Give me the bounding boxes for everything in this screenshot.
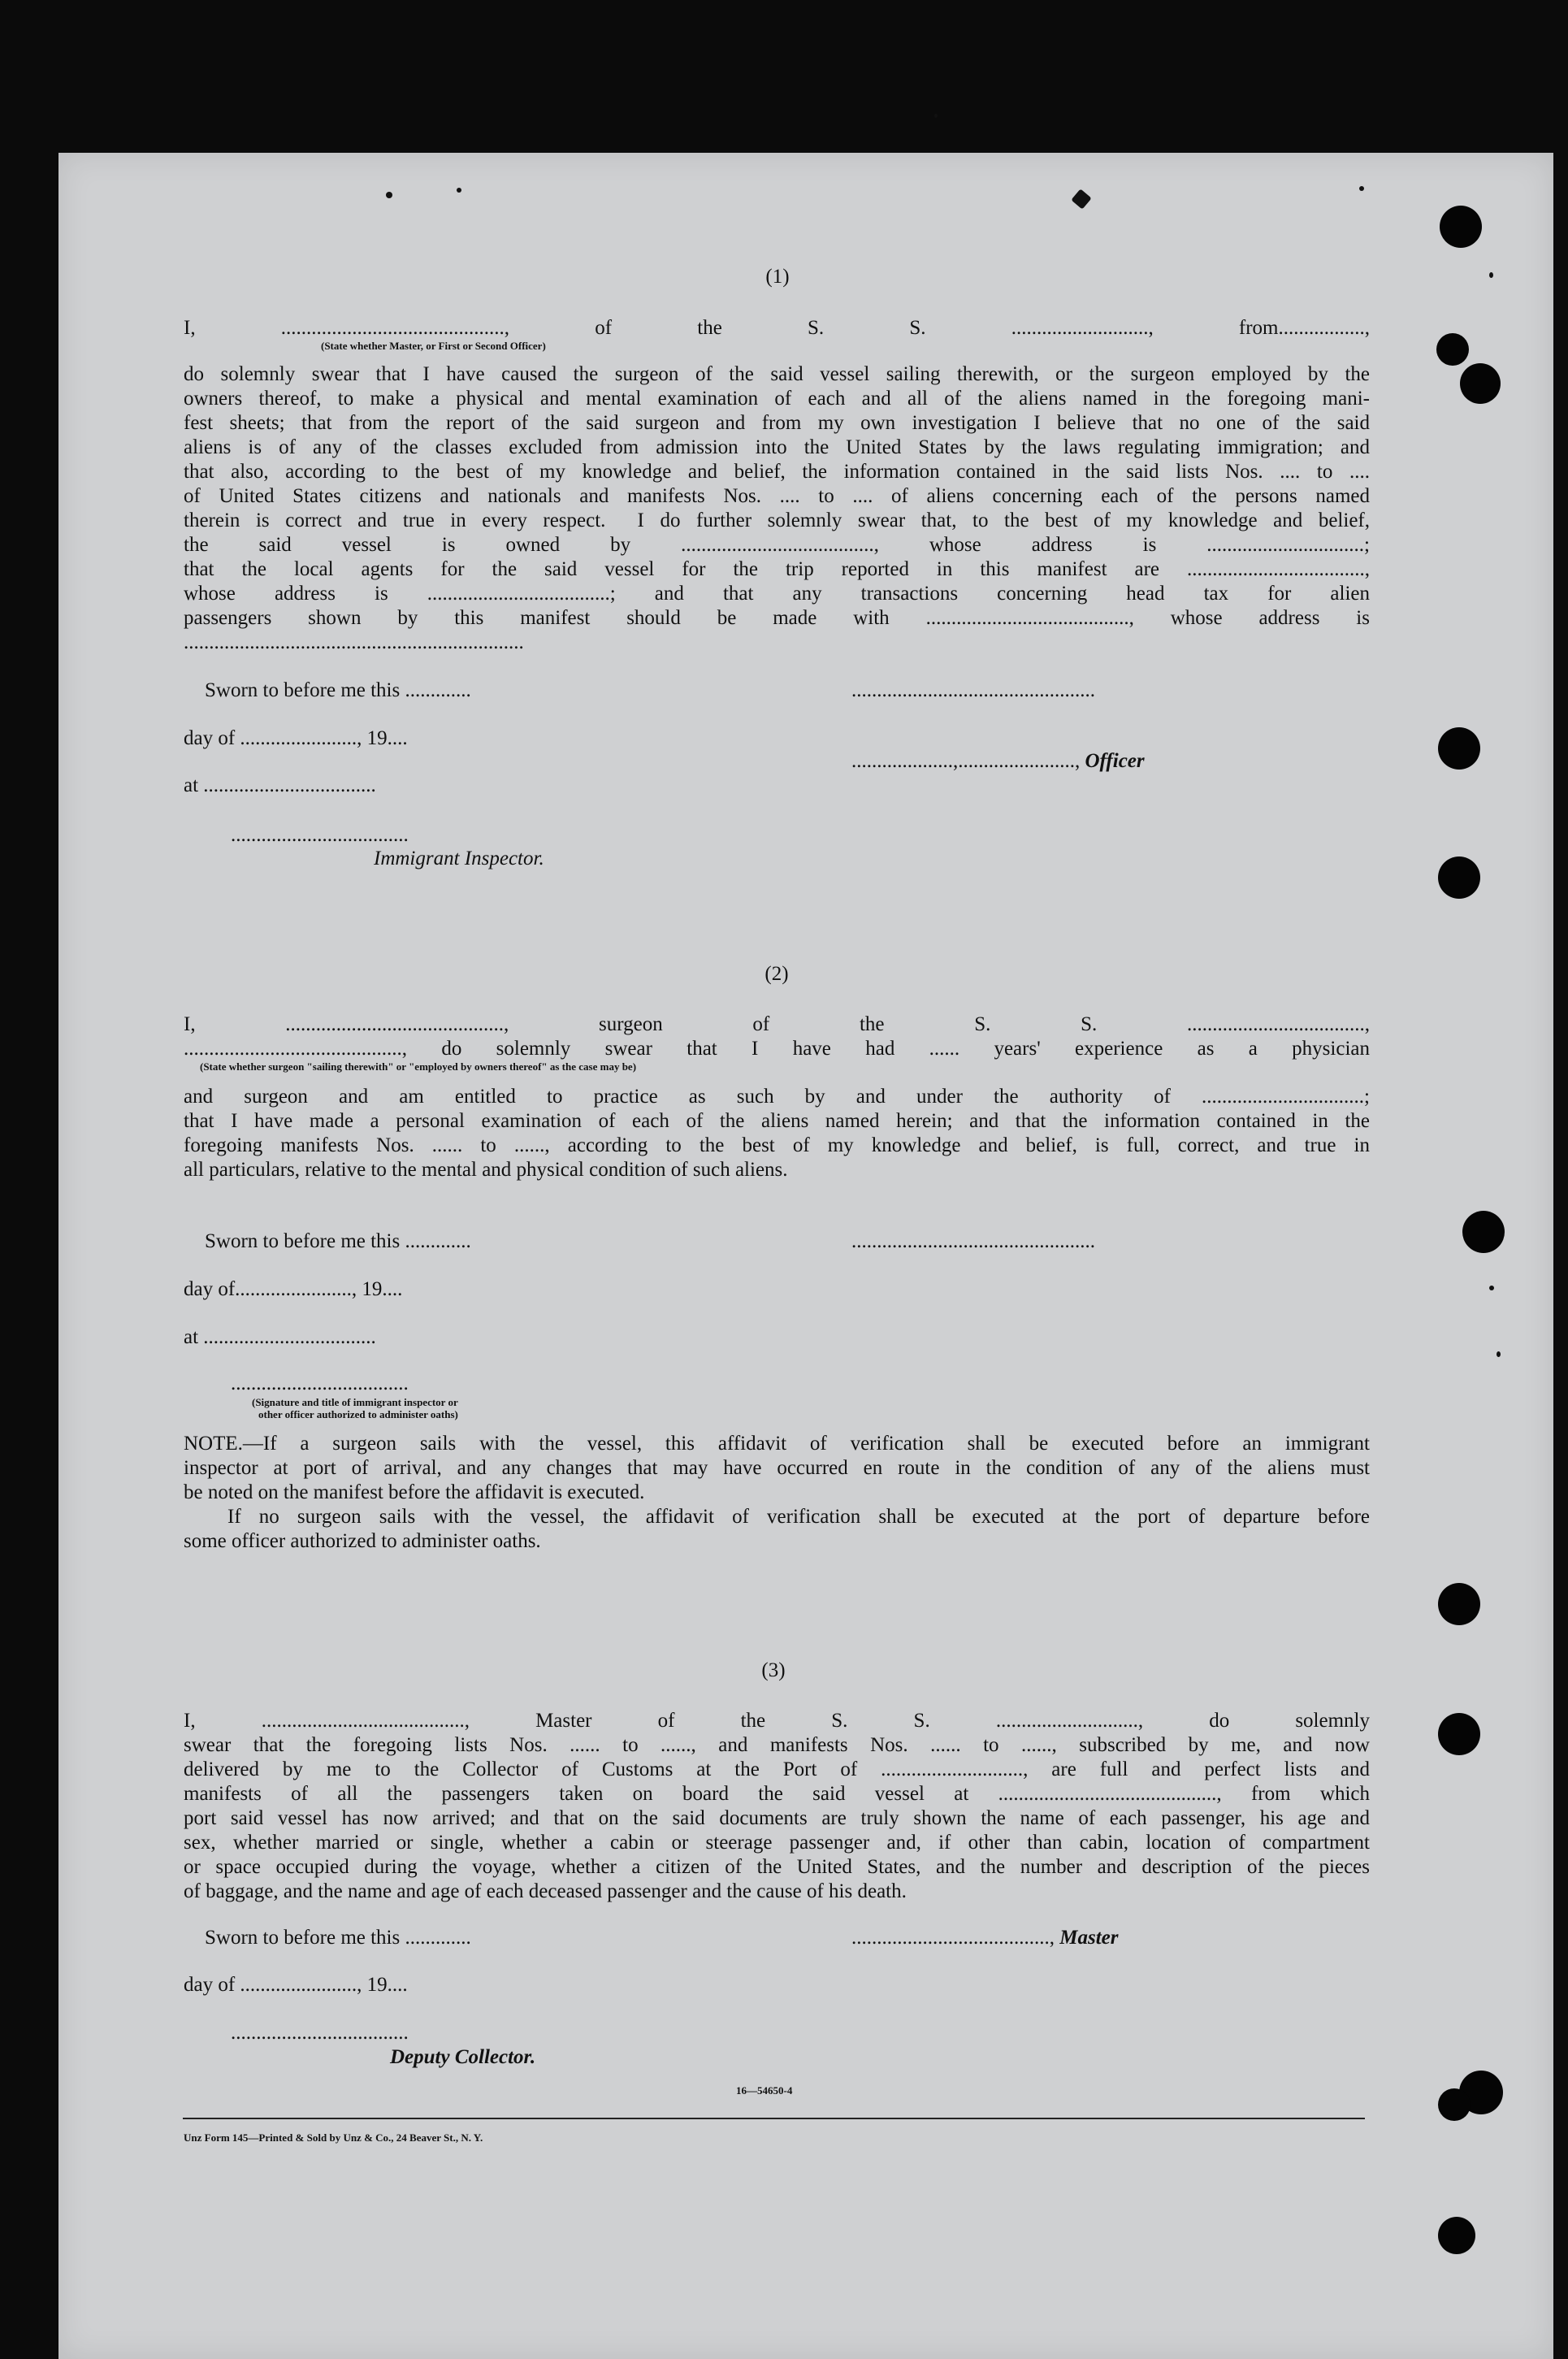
section-1-intro-note: (State whether Master, or First or Second Officer) xyxy=(321,340,546,352)
section-2-sworn: Sworn to before me this ............. xyxy=(205,1230,471,1252)
section-2-number: (2) xyxy=(765,963,789,985)
section-2-body-last-line: all particulars, relative to the mental and physical condition of such aliens. xyxy=(184,1159,788,1181)
speck xyxy=(1497,1351,1501,1357)
section-3-sworn: Sworn to before me this ............. xyxy=(205,1927,471,1949)
section-1-body-line: do solemnly swear that I have caused the surgeon of the said vessel sailing therewith, or the surgeon employed by the xyxy=(184,363,1370,385)
section-1-number: (1) xyxy=(765,266,790,288)
section-1-body-line: passengers shown by this manifest should be made with ........................................, whose address is xyxy=(184,607,1370,629)
section-3-body-line: or space occupied during the voyage, whether a citizen of the United States, and the number and description of the pieces xyxy=(184,1856,1370,1878)
section-2-body-line: that I have made a personal examination of each of the aliens named herein; and that the information contained in the xyxy=(184,1110,1370,1132)
section-3-body-last-line: of baggage, and the name and age of each deceased passenger and the cause of his death. xyxy=(184,1880,907,1902)
section-3-day: day of ......................., 19.... xyxy=(184,1974,408,1996)
punch-hole xyxy=(1438,727,1480,770)
section-3-master-title: Master xyxy=(1059,1927,1119,1949)
section-1-body-line: the said vessel is owned by ......................................, whose address is ...............................; xyxy=(184,534,1370,556)
punch-hole xyxy=(1436,333,1469,366)
section-2-note-last-line: be noted on the manifest before the affidavit is executed. xyxy=(184,1481,645,1503)
section-1-day: day of ......................., 19.... xyxy=(184,727,408,749)
section-1-body-line: owners thereof, to make a physical and mental examination of each and all of the aliens named in the foregoing mani- xyxy=(184,388,1370,410)
section-2-signature-note: (Signature and title of immigrant inspector or xyxy=(252,1396,458,1408)
section-1-body-line: therein is correct and true in every respect. I do further solemnly swear that, to the best of my knowledge and belief, xyxy=(184,510,1370,531)
section-3-body-line: delivered by me to the Collector of Customs at the Port of ............................, are full and perfect lists and xyxy=(184,1758,1370,1780)
section-2-note-line: NOTE.—If a surgeon sails with the vessel, this affidavit of verification shall be executed before an immigrant xyxy=(184,1433,1370,1455)
section-1-body-line: of United States citizens and nationals and manifests Nos. .... to .... of aliens concerning each of the persons named xyxy=(184,485,1370,507)
punch-hole xyxy=(1438,1583,1480,1625)
section-2-note: (State whether surgeon "sailing therewith" or "employed by owners thereof" as the case may be) xyxy=(200,1060,637,1073)
section-1-body-line: fest sheets; that from the report of the said surgeon and from my own investigation I believe that no one of the said xyxy=(184,412,1370,434)
punch-hole xyxy=(1462,1211,1505,1253)
punch-hole xyxy=(1438,1713,1480,1755)
section-3-body-line: I, ........................................, Master of the S. S. ............................, do solemnly xyxy=(184,1710,1370,1732)
section-2-note-2-last-line: some officer authorized to administer oaths. xyxy=(184,1530,541,1552)
punch-hole xyxy=(1460,363,1501,404)
section-1-body-line: whose address is ....................................; and that any transactions concerning head tax for alien xyxy=(184,583,1370,605)
section-1-body-last-line: ................................................................... xyxy=(184,631,524,653)
speck xyxy=(1489,1286,1494,1290)
section-1-right-signature-line: ................................................ xyxy=(851,679,1095,701)
section-2-signature-note: other officer authorized to administer oaths) xyxy=(258,1408,458,1420)
section-2-line-1: I, ..........................................., surgeon of the S. S. ..................................., xyxy=(184,1013,1370,1035)
section-3-collector-title: Deputy Collector. xyxy=(390,2046,536,2068)
speck xyxy=(386,192,392,198)
section-2-signature-line: ................................... xyxy=(231,1372,409,1394)
section-3-number: (3) xyxy=(761,1659,786,1681)
section-1-body-line: that also, according to the best of my knowledge and belief, the information contained in the said lists Nos. .... to .... xyxy=(184,461,1370,483)
section-3-master-dots: ......................................., xyxy=(851,1927,1060,1949)
section-1-intro: I, ............................................, of the S. S. ..........................., from................., xyxy=(184,317,1370,339)
section-1-inspector-title: Immigrant Inspector. xyxy=(374,848,544,869)
speck xyxy=(934,114,938,118)
section-1-sworn: Sworn to before me this ............. xyxy=(205,679,471,701)
section-1-body-line: that the local agents for the said vessel for the trip reported in this manifest are ..................................., xyxy=(184,558,1370,580)
form-number: 16—54650-4 xyxy=(736,2084,793,2097)
section-2-body-line: and surgeon and am entitled to practice as such by and under the authority of ................................; xyxy=(184,1086,1370,1108)
section-1-at: at .................................. xyxy=(184,774,376,796)
section-3-body-line: sex, whether married or single, whether a cabin or steerage passenger and, if other than cabin, location of compartment xyxy=(184,1832,1370,1854)
section-2-line-2: ..........................................., do solemnly swear that I have had ...... years' experience as a physician xyxy=(184,1038,1370,1060)
punch-hole xyxy=(1438,2217,1475,2254)
section-1-officer-dots: ....................,......................., xyxy=(851,750,1085,772)
footer-text: Unz Form 145—Printed & Sold by Unz & Co., 24 Beaver St., N. Y. xyxy=(184,2131,483,2144)
section-1-inspector-signature-line: ................................... xyxy=(231,824,409,846)
section-2-body-line: foregoing manifests Nos. ...... to ......, according to the best of my knowledge and belief, is full, correct, and true in xyxy=(184,1134,1370,1156)
section-3-body-line: swear that the foregoing lists Nos. ...... to ......, and manifests Nos. ...... to ......, subscribed by me, and now xyxy=(184,1734,1370,1756)
section-3-master-line xyxy=(851,1926,1118,1950)
punch-hole xyxy=(1438,856,1480,899)
speck xyxy=(1359,186,1364,191)
section-2-note-line: inspector at port of arrival, and any changes that may have occurred en route in the condition of any of the aliens must xyxy=(184,1457,1370,1479)
section-2-right-signature-line: ................................................ xyxy=(851,1230,1095,1252)
footer-rule xyxy=(183,2118,1365,2119)
section-2-day: day of......................., 19.... xyxy=(184,1278,403,1300)
section-2-at: at .................................. xyxy=(184,1326,376,1348)
section-3-body-line: port said vessel has now arrived; and that on the said documents are truly shown the name of each passenger, his age and xyxy=(184,1807,1370,1829)
section-1-officer-title: Officer xyxy=(1085,750,1145,772)
section-2-note-2-line: If no surgeon sails with the vessel, the affidavit of verification shall be executed at the port of departure before xyxy=(227,1506,1370,1528)
section-1-officer-line xyxy=(851,749,1145,774)
section-3-signature-line: ................................... xyxy=(231,2022,409,2044)
punch-hole xyxy=(1440,206,1482,248)
speck xyxy=(1489,272,1493,278)
section-1-body-line: aliens is of any of the classes excluded from admission into the United States by the laws regulating immigration; and xyxy=(184,436,1370,458)
punch-hole xyxy=(1438,2088,1471,2121)
speck xyxy=(457,188,461,193)
section-3-body-line: manifests of all the passengers taken on board the said vessel at ..........................................., from which xyxy=(184,1783,1370,1805)
